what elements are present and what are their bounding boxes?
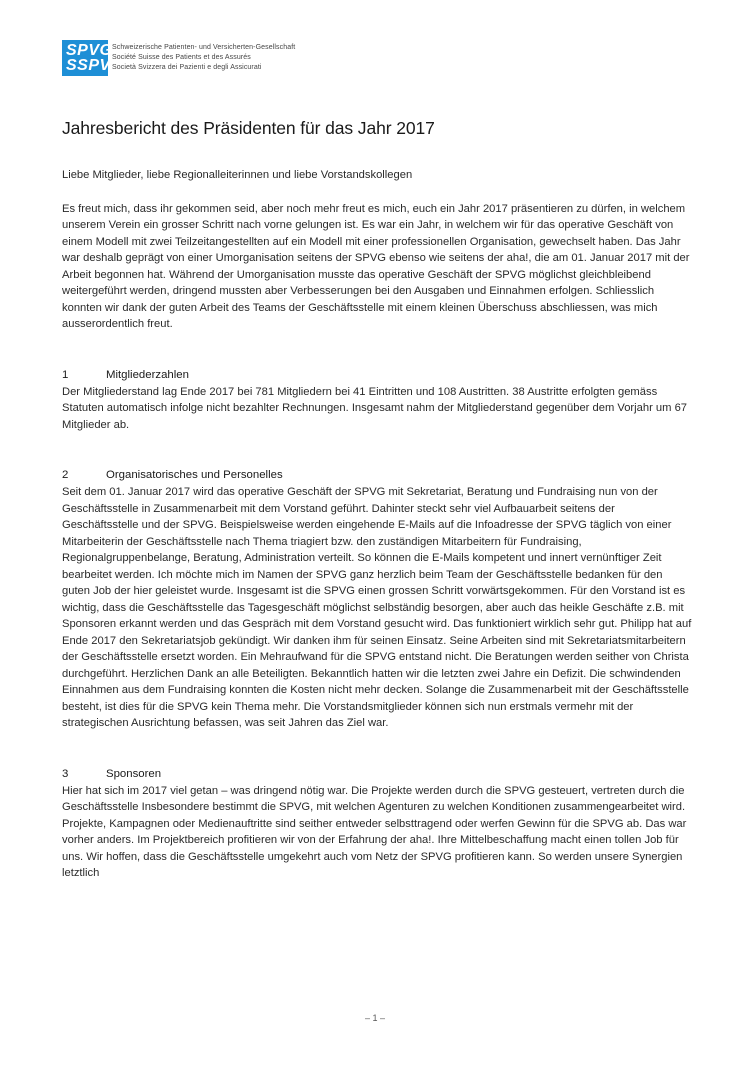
section-heading <box>62 467 692 484</box>
page-number: – 1 – <box>364 1013 386 1023</box>
section-body: Der Mitgliederstand lag Ende 2017 bei 781 Mitgliedern bei 41 Eintritten und 108 Austritten. 38 Austritte erfolgten gemäss Statuten automatisch infolge nicht bezahlter Rechnungen. Insgesamt nahm der Mitgliederstand gegenüber dem Vorjahr um 67 Mitglieder ab. <box>62 385 688 431</box>
section-body: Hier hat sich im 2017 viel getan – was dringend nötig war. Die Projekte werden durch die SPVG gesteuert, vertreten durch die Geschäftsstelle Insbesondere bestimmt die SPVG, mit welchen Agenturen zu welchen Konditionen zusammengearbeitet wird. Projekte, Kampagnen oder Medienauftritte sind seither entweder selbsttragend oder werfen Gewinn für die SPVG ab. Das war vorher anders. Im Projektbereich profitieren wir von der Erfahrung der aha!. Ihre Mittelbeschaffung macht einen tollen Job für uns. Wir hoffen, dass die Geschäftsstelle umgekehrt auch vom Netz der SPVG profitieren kann. So werden unsere Synergien letztlich <box>62 784 687 879</box>
logo-line-2: SSPV <box>66 57 111 74</box>
section-heading <box>62 766 692 783</box>
section-title: Mitgliederzahlen <box>106 368 189 381</box>
section-body: Seit dem 01. Januar 2017 wird das operative Geschäft der SPVG mit Sekretariat, Beratung und Fundraising nun von der Geschäftsstelle in Zusammenarbeit mit dem Vorstand geführt. Dahinter steckt sehr viel Aufbauarbeit seitens der Geschäftsstelle und der SPVG. Beispielsweise werden eingehende E-Mails auf die Infoadresse der SPVG täglich von einer Mitarbeiterin der Geschäftsstelle nach Thema triagiert bzw. den zuständigen Mitarbeitern für Fundraising, Regionalgruppenbelange, Beratung, Administration verteilt. So können die E-Mails kompetent und innert vernünftiger Zeit bearbeitet werden. Ich möchte mich im Namen der SPVG ganz herzlich beim Team der Geschäftsstelle bedanken für den guten Job der hier geleistet wurde. Insgesamt ist die SPVG einen grossen Schritt vorwärtsgekommen. Für den Vorstand ist es wichtig, dass die Geschäftsstelle das Tagesgeschäft möglichst selbständig besorgen, aber auch das heikle Geschäfte z.B. mit Sponsoren erkannt werden und das Gespräch mit dem Vorstand gesucht wird. Das funktioniert wirklich sehr gut. Philipp hat auf Ende 2017 den Sekretariatsjob gekündigt. Wir danken ihm für seinen Einsatz. Seine Arbeiten sind mit Sekretariatsmitarbeitern der Geschäftsstelle ersetzt worden. Ein Mehraufwand für die SPVG entstand nicht. Die Beratungen werden seither von Christa durchgeführt. Herzlichen Dank an alle Beteiligten. Bekanntlich hatten wir die letzten zwei Jahre ein Defizit. Die schwindenden Einnahmen aus dem Fundraising konnten die Kosten nicht mehr decken. Solange die Zusammenarbeit mit der Geschäftsstelle besteht, ist dies für die SPVG kein Thema mehr. Die Vorstandsmitglieder können sich nun erstmals vermehr mit der strategischen Ausrichtung befassen, was seit Jahren das Ziel war. <box>62 486 692 729</box>
section-3 <box>62 766 692 882</box>
section-1 <box>62 367 692 434</box>
section-title: Sponsoren <box>106 767 162 780</box>
letterhead <box>62 40 692 80</box>
section-number: 2 <box>62 469 69 481</box>
spvg-logo <box>62 40 113 76</box>
org-name-fr: Société Suisse des Patients et des Assurés <box>112 54 251 61</box>
document-page <box>62 40 692 882</box>
section-title: Organisatorisches und Personelles <box>106 469 283 481</box>
section-number: 1 <box>62 368 69 381</box>
org-name-de: Schweizerische Patienten- und Versicherten-Gesellschaft <box>112 44 296 51</box>
section-number: 3 <box>62 767 69 780</box>
document-title: Jahresbericht des Präsidenten für das Jahr 2017 <box>62 118 435 138</box>
greeting: Liebe Mitglieder, liebe Regionalleiterinnen und liebe Vorstandskollegen <box>62 169 413 181</box>
logo-line-1: SPVG <box>66 42 113 59</box>
section-heading <box>62 367 692 384</box>
organization-names <box>112 43 295 73</box>
section-2 <box>62 467 692 732</box>
intro-paragraph: Es freut mich, dass ihr gekommen seid, aber noch mehr freut es mich, euch ein Jahr 2017 präsentieren zu dürfen, in welchem unserem Verein ein grosser Schritt nach vorne gelungen ist. Es war ein Jahr, in welchem wir für das operative Geschäft von einem Modell mit zwei Teilzeitangestellten auf ein Modell mit einer professionellen Organisation, gewechselt haben. Das Jahr war deshalb geprägt von einer Umorganisation seitens der SPVG ebenso wie seitens der aha!, die am 01. Januar 2017 mit der Arbeit begonnen hat. Während der Umorganisation musste das operative Geschäft der SPVG möglichst gleichbleibend weitergeführt werden, dringend mussten aber Verbesserungen bei den Ausgaben und Einnahmen erfolgen. Schliesslich konnten wir dank der guten Arbeit des Teams der Geschäftsstelle mit einem kleinen Überschuss abschliessen, was mich ausserordentlich freut. <box>62 202 690 330</box>
org-name-it: Società Svizzera dei Pazienti e degli Assicurati <box>112 64 262 71</box>
